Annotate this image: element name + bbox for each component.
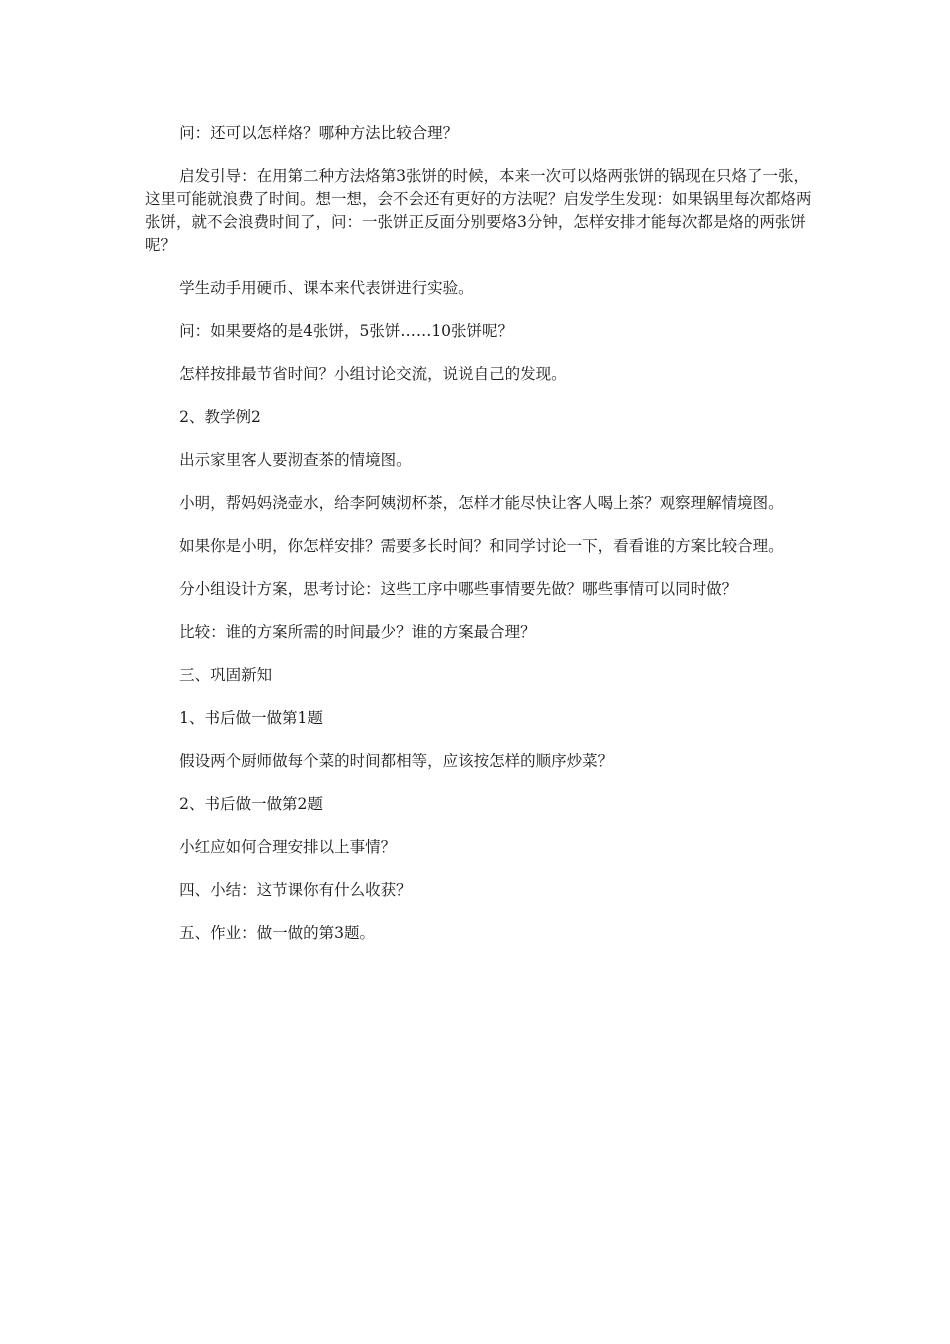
paragraph-chefs: 假设两个厨师做每个菜的时间都相等，应该按怎样的顺序炒菜？ [179,752,614,770]
paragraph-student-experiment: 学生动手用硬币、课本来代表饼进行实验。 [179,279,474,297]
paragraph-show-scene: 出示家里客人要沏查茶的情境图。 [179,451,412,469]
heading-homework: 五、作业：做一做的第3题。 [179,924,375,942]
heading-exercise-1: 1、书后做一做第1题 [179,709,323,727]
paragraph-if-you-were: 如果你是小明，你怎样安排？需要多长时间？和同学讨论一下，看看谁的方案比较合理。 [179,537,784,555]
heading-consolidate: 三、巩固新知 [179,666,273,684]
paragraph-question-other-ways: 问：还可以怎样烙？哪种方法比较合理？ [179,124,459,142]
paragraph-question-more-cakes: 问：如果要烙的是4张饼，5张饼……10张饼呢？ [179,322,514,340]
paragraph-group-discussion: 怎样按排最节省时间？小组讨论交流，说说自己的发现。 [179,365,567,383]
paragraph-compare: 比较：谁的方案所需的时间最少？谁的方案最合理？ [179,623,536,641]
heading-example-2: 2、教学例2 [179,408,261,426]
paragraph-guidance: 启发引导：在用第二种方法烙第3张饼的时候，本来一次可以烙两张饼的锅现在只烙了一张，这里可能就浪费了时间。想一想，会不会还有更好的方法呢？启发学生发现：如果锅里每次都烙两张饼，就不会浪费时间了，问：一张饼正反面分别要烙3分钟，怎样安排才能每次都是烙的两张饼呢？ [145,167,812,254]
heading-summary: 四、小结：这节课你有什么收获？ [179,881,412,899]
heading-exercise-2: 2、书后做一做第2题 [179,795,323,813]
document-body [145,122,815,965]
paragraph-xiaoming-tea: 小明，帮妈妈浇壶水，给李阿姨沏杯茶，怎样才能尽快让客人喝上茶？观察理解情境图。 [179,494,784,512]
paragraph-xiaohong: 小红应如何合理安排以上事情？ [179,838,397,856]
paragraph-design-plan: 分小组设计方案，思考讨论：这些工序中哪些事情要先做？哪些事情可以同时做？ [179,580,738,598]
